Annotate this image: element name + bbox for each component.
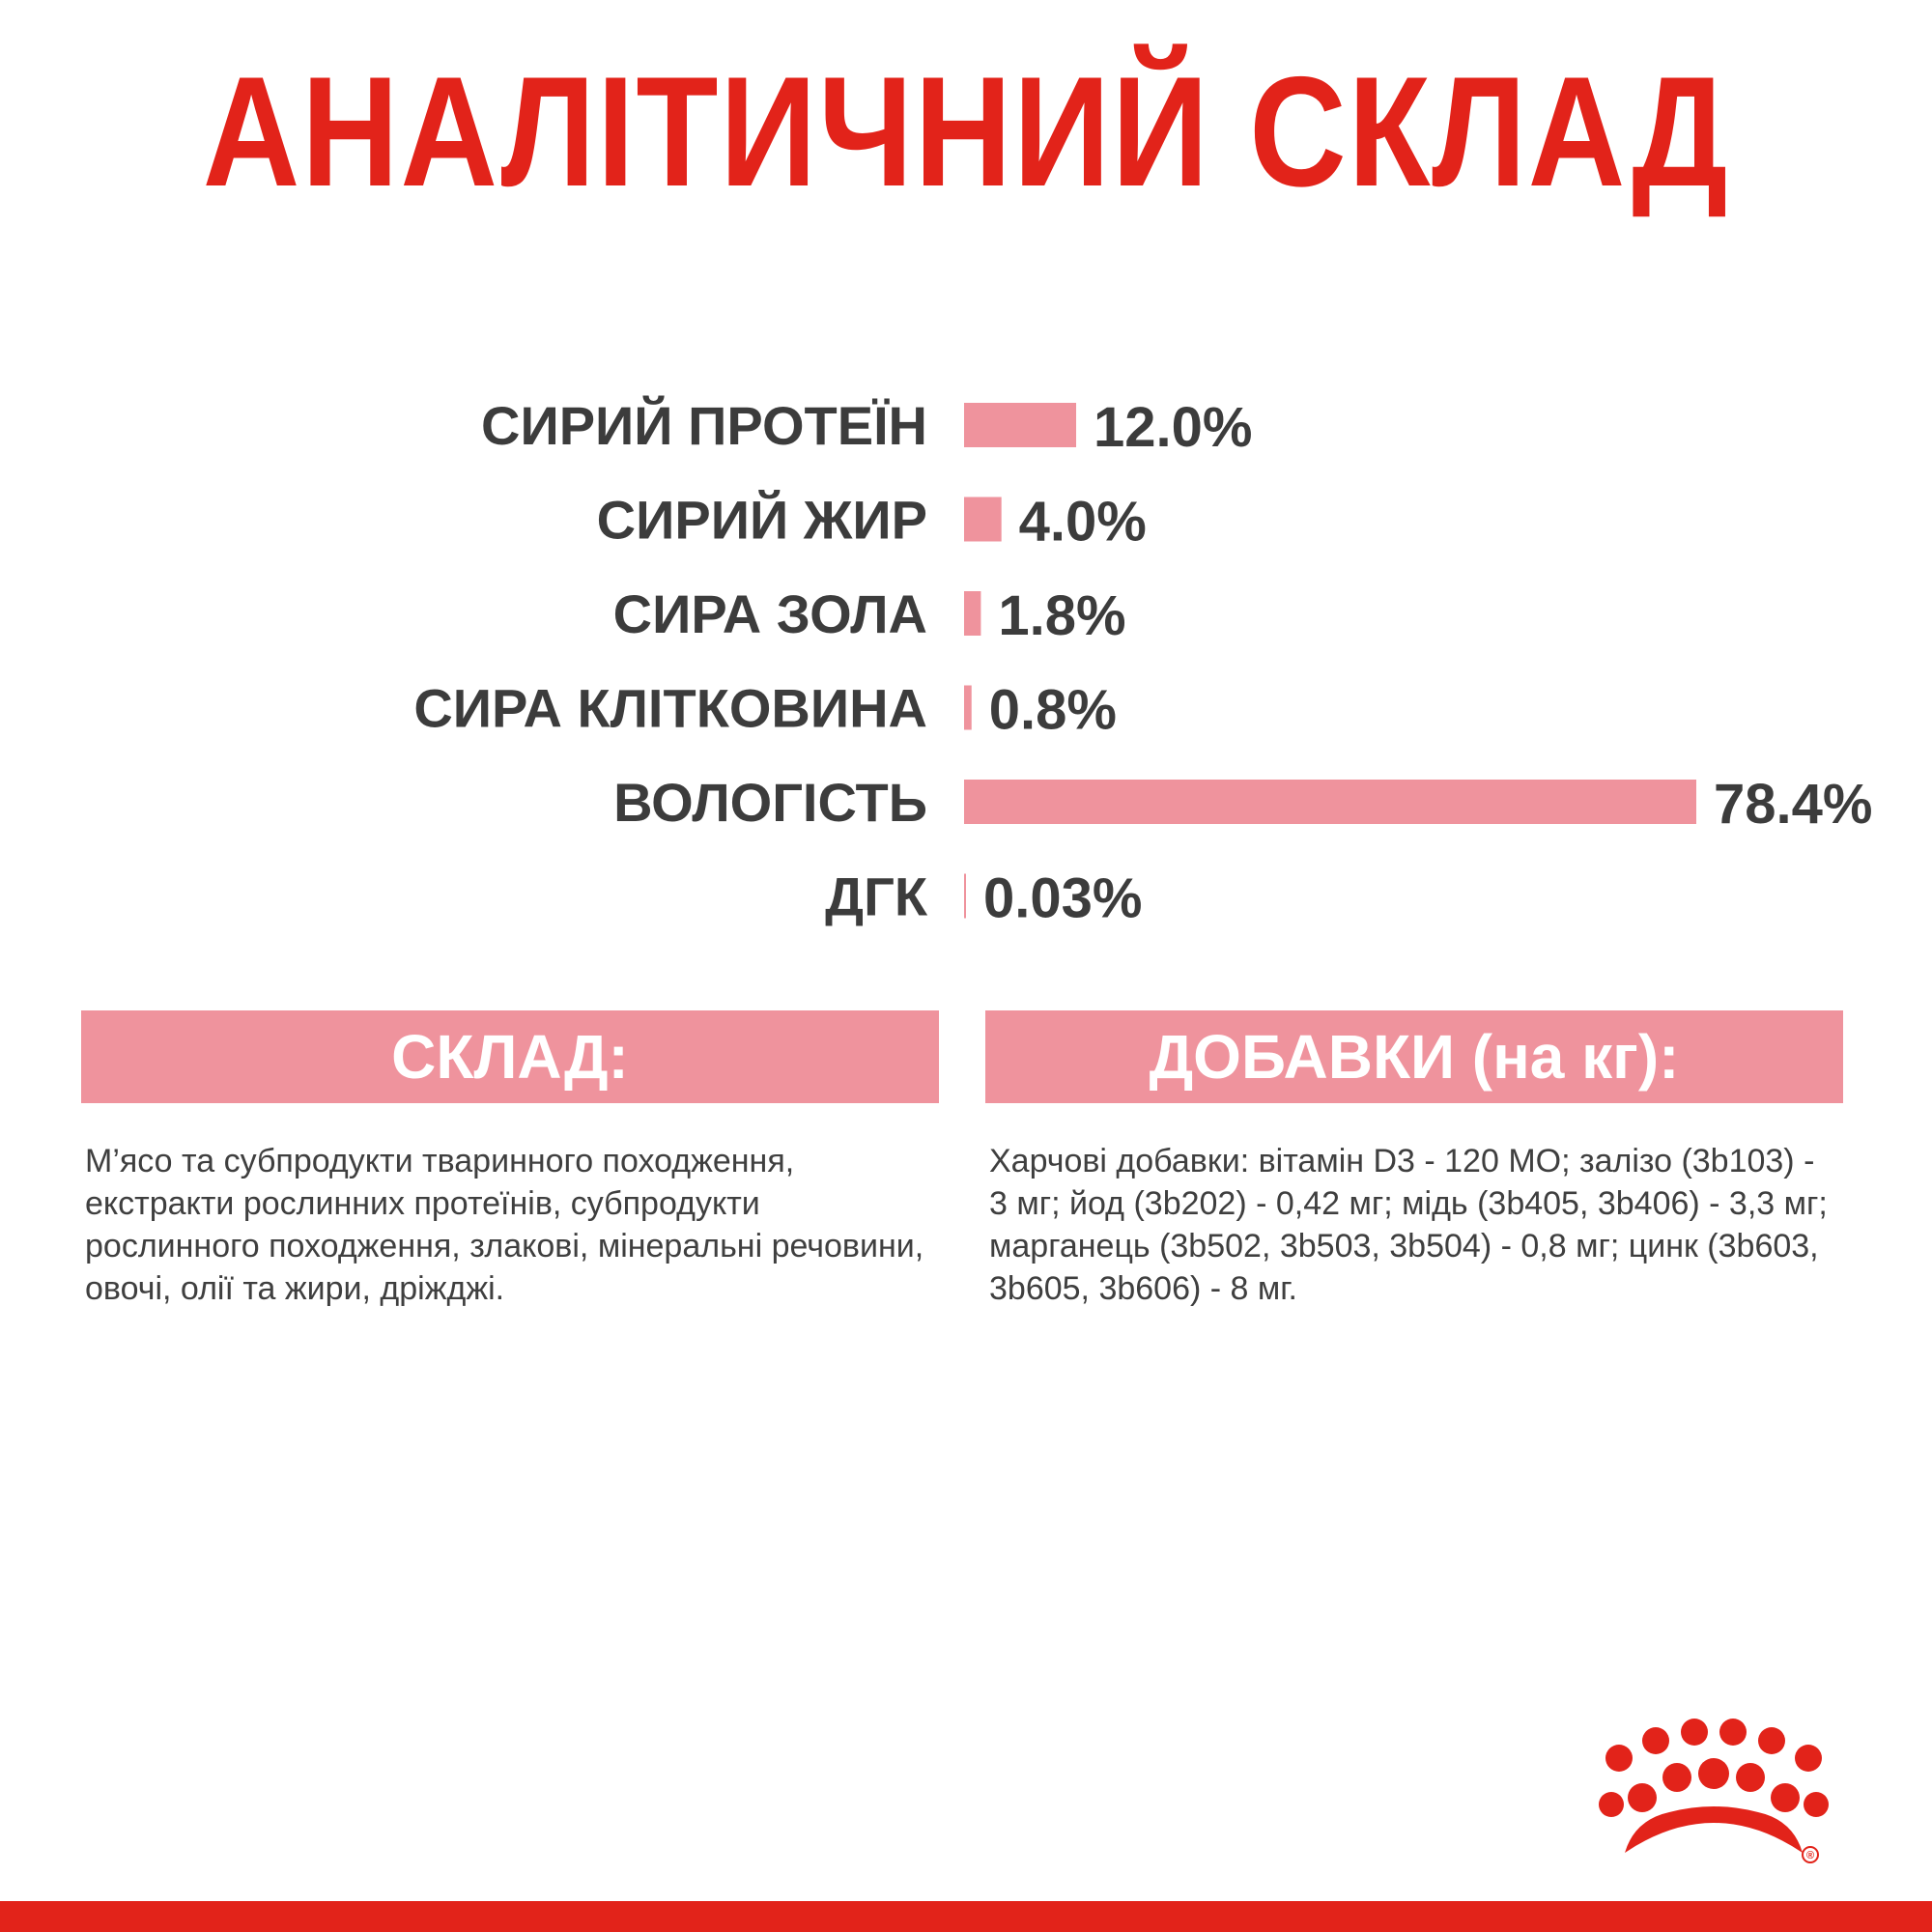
- additives-header: ДОБАВКИ (на кг):: [985, 1010, 1843, 1103]
- bottom-brand-bar: [0, 1901, 1932, 1932]
- bar: [964, 780, 1696, 824]
- page-title: АНАЛІТИЧНИЙ СКЛАД: [202, 44, 1730, 219]
- value-label: 78.4%: [1714, 773, 1873, 836]
- value-label: 1.8%: [998, 584, 1126, 647]
- crown-icon: [1586, 1708, 1841, 1872]
- svg-text:®: ®: [1805, 1850, 1815, 1861]
- value-label: 4.0%: [1018, 490, 1147, 554]
- category-label: СИРИЙ ПРОТЕЇН: [481, 395, 927, 456]
- category-label: ВОЛОГІСТЬ: [613, 772, 927, 833]
- composition-header: СКЛАД:: [81, 1010, 939, 1103]
- value-label: 12.0%: [1094, 396, 1253, 459]
- bar: [964, 403, 1076, 447]
- category-label: СИРИЙ ЖИР: [596, 489, 927, 551]
- category-label: СИРА КЛІТКОВИНА: [413, 677, 927, 739]
- value-label: 0.03%: [983, 867, 1143, 930]
- bar: [964, 591, 980, 636]
- composition-text: М’ясо та субпродукти тваринного походження, екстракти рослинних протеїнів, субпродукти рослинного походження, злакові, мінеральні речовини, овочі, олії та жири, дріжджі.: [85, 1143, 924, 1307]
- value-label: 0.8%: [988, 678, 1117, 742]
- bar: [964, 686, 972, 730]
- category-label: СИРА ЗОЛА: [612, 583, 927, 644]
- category-label: ДГК: [825, 866, 927, 927]
- bar: [964, 497, 1002, 542]
- additives-text: Харчові добавки: вітамін D3 - 120 МО; залізо (3b103) - 3 мг; йод (3b202) - 0,42 мг; мідь (3b405, 3b406) - 3,3 мг; марганець (3b502, 3b503, 3b504) - 0,8 мг; цинк (3b603, 3b605, 3b606) - 8 мг.: [989, 1143, 1828, 1307]
- bar: [964, 874, 966, 919]
